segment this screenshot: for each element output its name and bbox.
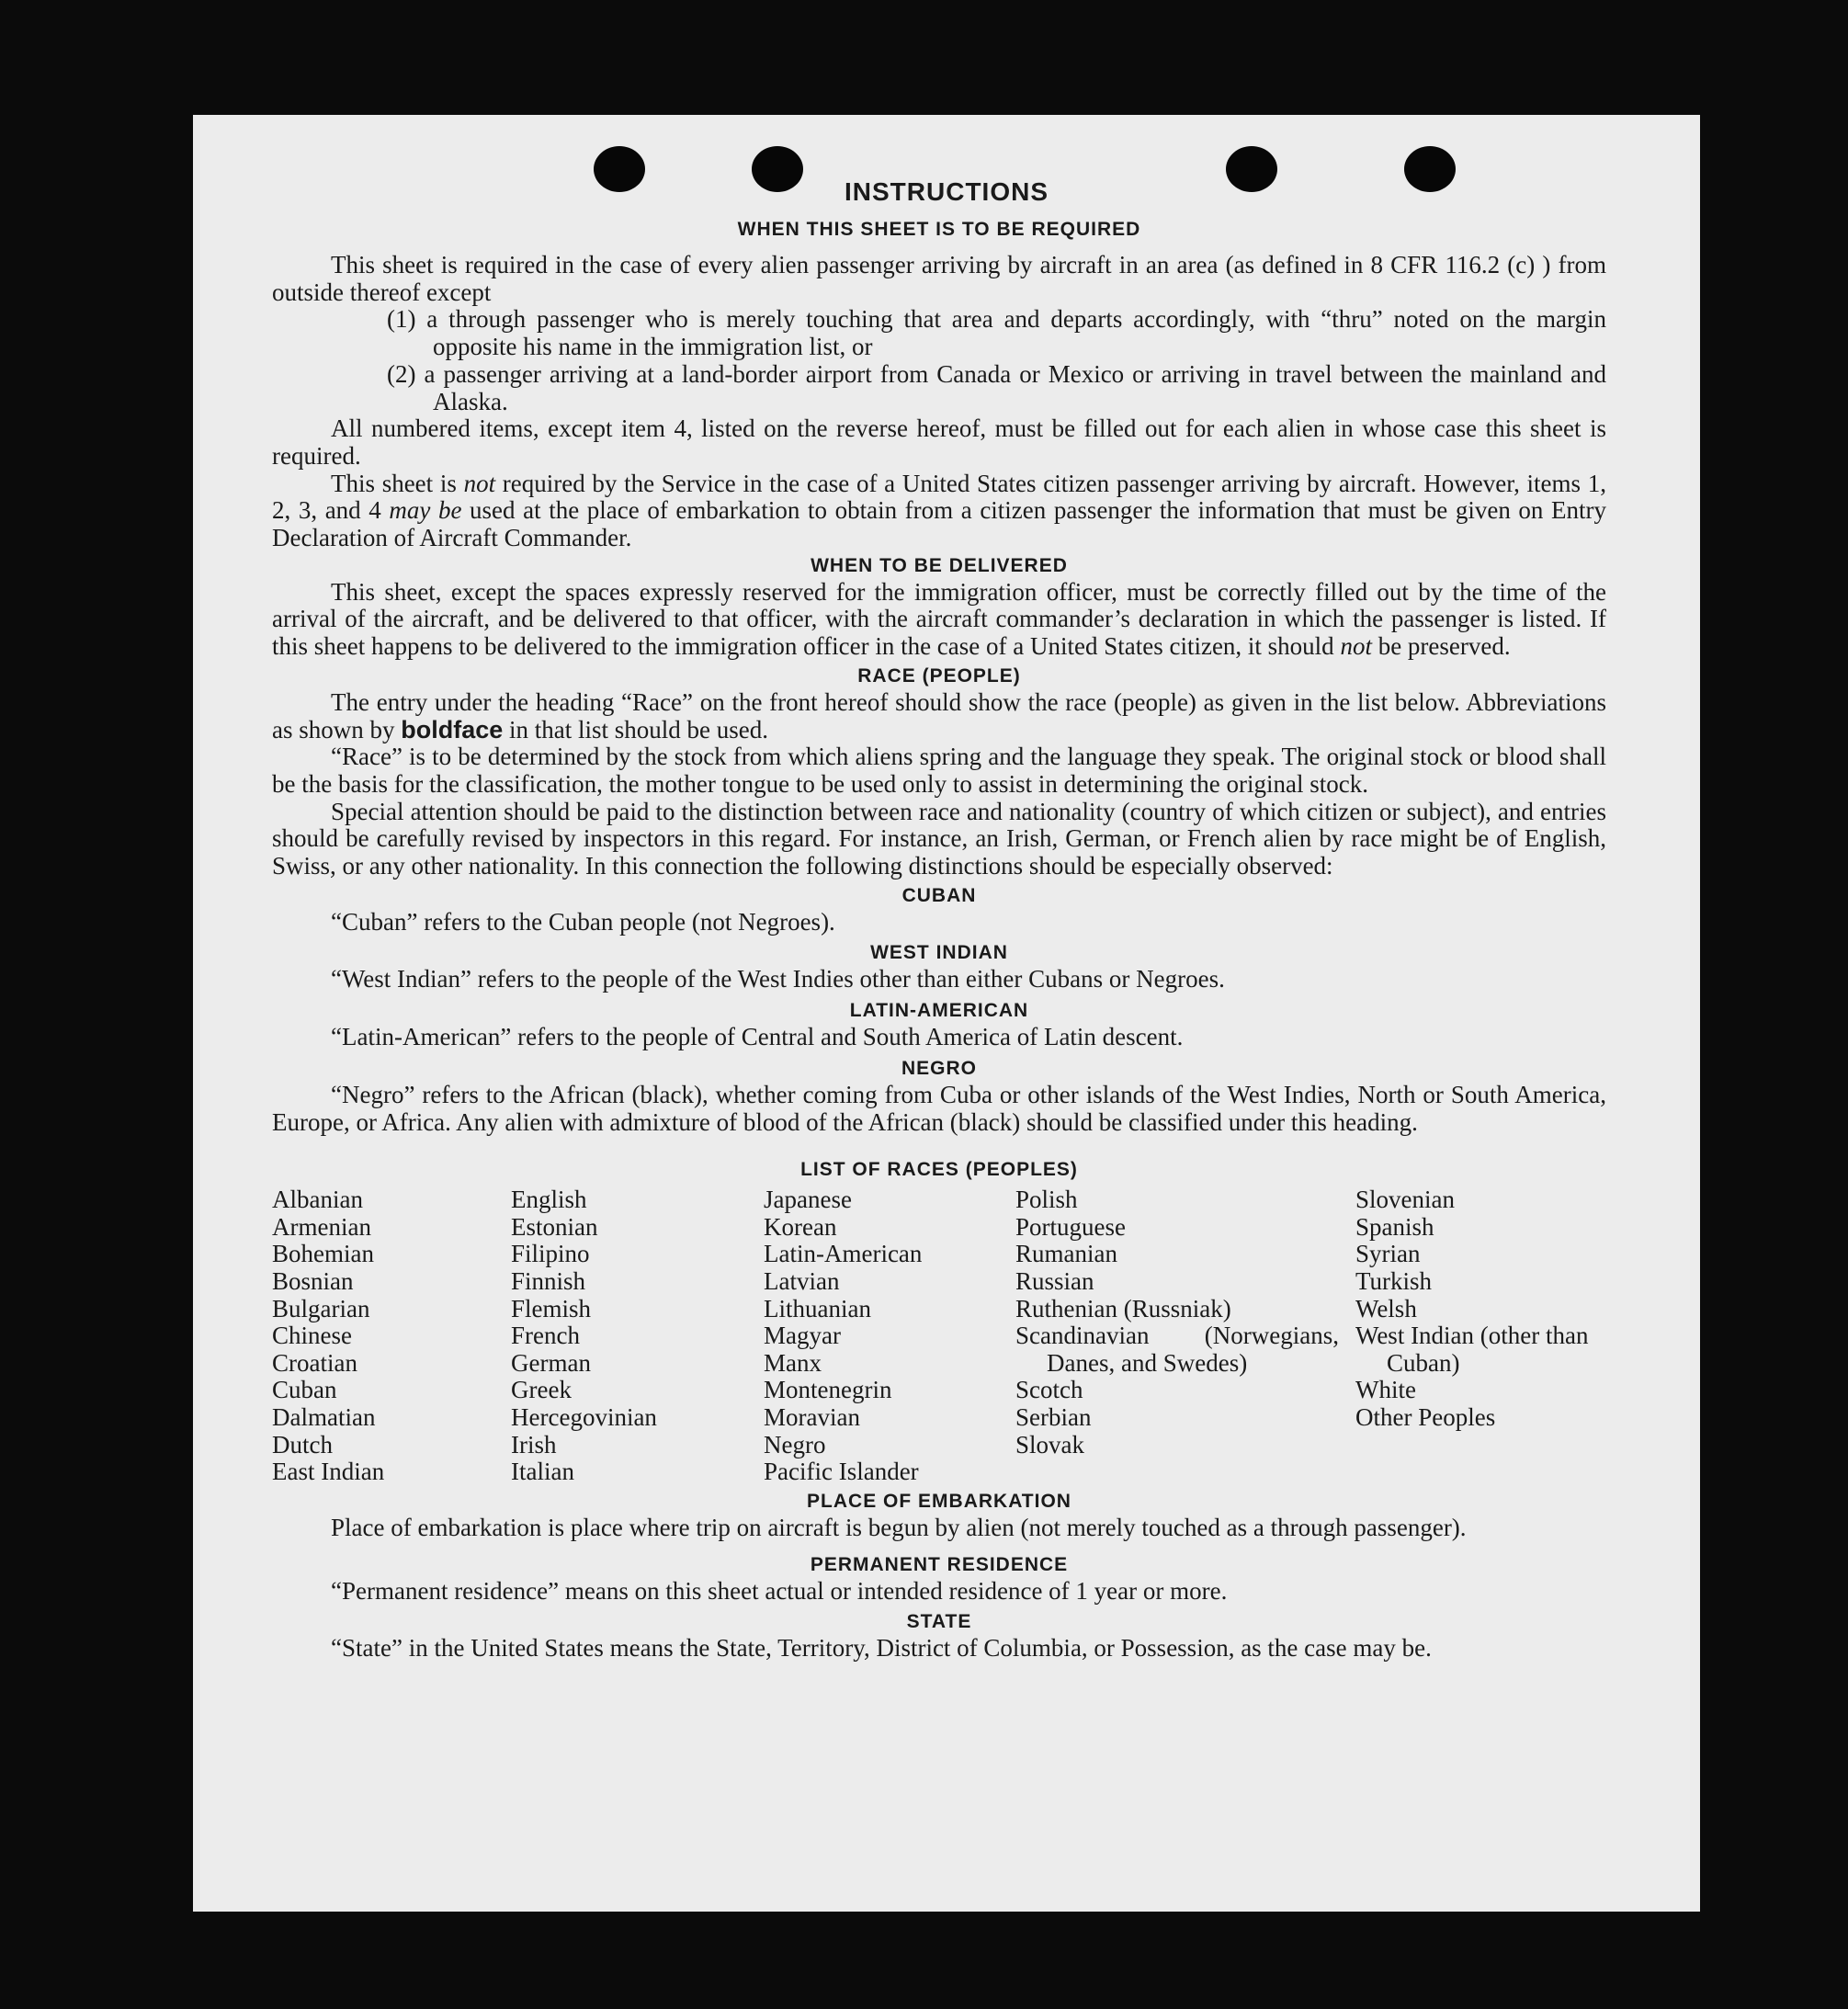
race-item: Japanese	[764, 1186, 852, 1214]
section-heading: WHEN THIS SHEET IS TO BE REQUIRED	[737, 219, 1141, 240]
race-item: Chinese	[272, 1322, 352, 1350]
race-column	[511, 1186, 764, 1486]
race-item: Rumanian	[1015, 1240, 1117, 1268]
race-item: Slovenian	[1355, 1186, 1455, 1214]
race-item: Finnish	[511, 1267, 586, 1296]
race-item: Russian	[1015, 1267, 1094, 1296]
race-item: Ruthenian (Russniak)	[1015, 1294, 1231, 1322]
race-item: Korean	[764, 1212, 837, 1241]
race-item: Bohemian	[272, 1240, 374, 1268]
race-item: Latin-American	[764, 1240, 923, 1268]
race-item: Cuban	[272, 1376, 337, 1404]
race-item: Dutch	[272, 1430, 333, 1459]
section-heading: NEGRO	[901, 1057, 977, 1079]
race-item: East Indian	[272, 1458, 385, 1486]
paragraph: Place of embarkation is place where trip on aircraft is begun by alien (not merely touched as a through passenger).	[331, 1513, 1467, 1541]
instructions-body	[272, 214, 1606, 1663]
race-column	[272, 1186, 511, 1486]
paragraph: “State” in the United States means the State, Territory, District of Columbia, or Possession, as the case may be.	[331, 1634, 1432, 1663]
paragraph: “Latin-American” refers to the people of Central and South America of Latin descent.	[331, 1023, 1184, 1051]
paragraph: “Permanent residence” means on this sheet actual or intended residence of 1 year or more.	[331, 1576, 1228, 1605]
race-item: Montenegrin	[764, 1376, 892, 1404]
paragraph: “Negro” refers to the African (black), whether coming from Cuba or other islands of the West Indies, North or South America, Europe, or Africa. Any alien with admixture of blood of the African (black) should be classified under this heading.	[272, 1080, 1606, 1136]
race-item: Armenian	[272, 1212, 371, 1241]
race-item: Lithuanian	[764, 1294, 871, 1322]
race-item: White	[1355, 1376, 1416, 1404]
race-item: Flemish	[511, 1294, 592, 1322]
section-heading: CUBAN	[901, 884, 977, 906]
paragraph: “Race” is to be determined by the stock from which aliens spring and the language they speak. The original stock or blood shall be the basis for the classification, the mother tongue to be used only to assist in determining the original stock.	[272, 743, 1606, 798]
race-item: Manx	[764, 1348, 822, 1377]
race-item: Bulgarian	[272, 1294, 370, 1322]
section-heading: PERMANENT RESIDENCE	[810, 1553, 1069, 1575]
section-heading: WHEN TO BE DELIVERED	[811, 554, 1068, 576]
section-heading: STATE	[906, 1611, 972, 1633]
paragraph: This sheet is not required by the Service in the case of a United States citizen passenger arriving by aircraft. However, items 1, 2, 3, and 4 may be used at the place of embarkation to obtain from a citizen passenger the information that must be given on Entry Declaration of Aircraft Commander.	[272, 469, 1607, 552]
race-item: Welsh	[1355, 1294, 1417, 1322]
race-item: Syrian	[1355, 1240, 1421, 1268]
paragraph: The entry under the heading “Race” on the front hereof should show the race (people) as given in the list below. Abbreviations as shown by boldface in that list should be used.	[272, 687, 1606, 743]
race-item: Negro	[764, 1430, 826, 1459]
race-item: German	[511, 1348, 591, 1377]
race-item: Polish	[1015, 1186, 1078, 1214]
race-item: Greek	[511, 1376, 572, 1404]
paragraph: Special attention should be paid to the distinction between race and nationality (country of which citizen or subject), and entries should be carefully revised by inspectors in this regard. For instance, an Irish, German, or French alien by race might be of English, Swiss, or any other nationality. In this connection the following distinctions should be especially observed:	[272, 797, 1606, 880]
race-item: Portuguese	[1015, 1212, 1126, 1241]
race-column	[1355, 1186, 1606, 1486]
list-item: (2) a passenger arriving at a land-border airport from Canada or Mexico or arriving in travel between the mainland and Alaska.	[387, 359, 1606, 415]
section-heading: LIST OF RACES (PEOPLES)	[800, 1159, 1078, 1181]
paragraph: This sheet, except the spaces expressly reserved for the immigration officer, must be correctly filled out by the time of the arrival of the aircraft, and be delivered to that officer, with the aircraft commander’s declaration in which the passenger is listed. If this sheet happens to be delivered to the immigration officer in the case of a United States citizen, it should not be preserved.	[272, 577, 1606, 661]
race-item: Magyar	[764, 1322, 841, 1350]
race-item: Scotch	[1015, 1376, 1083, 1404]
race-item: Scandinavian (Norwegians, Danes, and Swedes)	[1015, 1322, 1339, 1377]
list-item: (1) a through passenger who is merely touching that area and departs accordingly, with “thru” noted on the margin opposite his name in the immigration list, or	[387, 305, 1606, 361]
race-item: Croatian	[272, 1348, 357, 1377]
race-item: Slovak	[1015, 1430, 1085, 1459]
race-item: French	[511, 1322, 580, 1350]
race-item: Bosnian	[272, 1267, 354, 1296]
paragraph: This sheet is required in the case of every alien passenger arriving by aircraft in an area (as defined in 8 CFR 116.2 (c) ) from outside thereof except	[272, 251, 1606, 306]
page-title: INSTRUCTIONS	[845, 177, 1049, 206]
document-page	[193, 115, 1700, 1912]
race-item: West Indian (other than Cuban)	[1355, 1322, 1589, 1377]
race-item: Spanish	[1355, 1212, 1434, 1241]
race-item: Filipino	[511, 1240, 590, 1268]
paragraph: “West Indian” refers to the people of the West Indies other than either Cubans or Negroes.	[331, 965, 1225, 993]
race-item: Serbian	[1015, 1403, 1092, 1432]
race-item: Turkish	[1355, 1267, 1433, 1296]
race-list	[272, 1186, 1606, 1486]
section-heading: LATIN-AMERICAN	[849, 1000, 1029, 1022]
race-item: Italian	[511, 1458, 574, 1486]
race-item: Pacific Islander	[764, 1458, 919, 1486]
paragraph: “Cuban” refers to the Cuban people (not Negroes).	[331, 907, 835, 936]
race-item: Dalmatian	[272, 1403, 376, 1432]
race-item: Latvian	[764, 1267, 840, 1296]
section-heading: RACE (PEOPLE)	[857, 664, 1021, 687]
race-item: Albanian	[272, 1186, 363, 1214]
race-item: Moravian	[764, 1403, 860, 1432]
race-column	[1015, 1186, 1355, 1486]
race-item: Hercegovinian	[511, 1403, 657, 1432]
race-item: Estonian	[511, 1212, 598, 1241]
section-heading: WEST INDIAN	[870, 942, 1008, 964]
race-item: Irish	[511, 1430, 557, 1459]
race-item: Other Peoples	[1355, 1403, 1496, 1432]
race-column	[764, 1186, 1015, 1486]
paragraph: All numbered items, except item 4, listed on the reverse hereof, must be filled out for each alien in whose case this sheet is required.	[272, 414, 1606, 470]
section-heading: PLACE OF EMBARKATION	[807, 1490, 1071, 1512]
race-item: English	[511, 1186, 587, 1214]
